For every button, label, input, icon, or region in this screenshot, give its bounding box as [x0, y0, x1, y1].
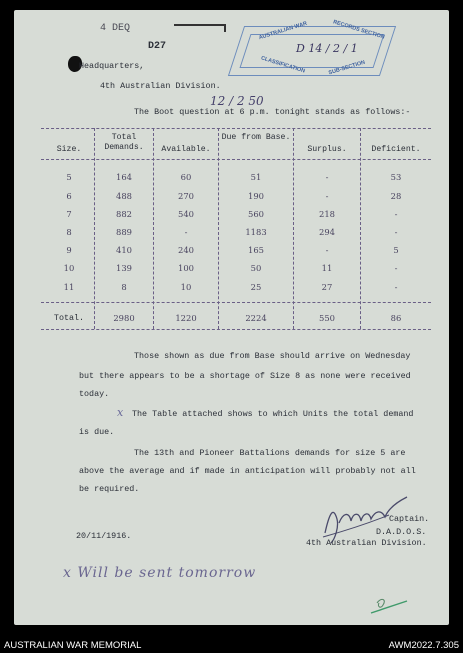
cell: 86	[390, 313, 402, 323]
intro-text: The Boot question at 6 p.m. tonight stands as follows:-	[134, 107, 411, 117]
cell: Total.	[53, 313, 85, 323]
cell: 218	[319, 209, 335, 219]
cell: -	[394, 282, 398, 292]
table-row	[14, 191, 449, 203]
cell: -	[325, 172, 329, 182]
para3-line2: above the average and if made in anticipation will probably not all	[79, 466, 416, 476]
cell: 165	[248, 245, 264, 255]
cell: -	[184, 227, 188, 237]
handwritten-note: x Will be sent tomorrow	[63, 565, 257, 581]
cell: 550	[319, 313, 335, 323]
table-row	[14, 227, 449, 239]
para3-line1: The 13th and Pioneer Battalions demands for size 5 are	[134, 448, 406, 458]
stamp-line-1: AUSTRALIAN WAR	[258, 20, 308, 42]
header-size: Size.	[56, 145, 82, 154]
cell: 5	[66, 172, 72, 182]
signature-division: 4th Australian Division.	[306, 538, 427, 548]
cell: -	[325, 245, 329, 255]
stamp-line-4: SUB-SECTION	[327, 59, 366, 77]
cell: 6	[66, 191, 72, 201]
handwritten-ref: 12 / 2 50	[210, 94, 264, 108]
document-page	[14, 10, 449, 625]
cell: 53	[390, 172, 402, 182]
top-dash-marks	[174, 24, 226, 32]
table-total-rule	[41, 302, 431, 303]
table-top-rule	[41, 128, 431, 129]
cell: 889	[116, 227, 132, 237]
top-code: 4 DEQ	[100, 23, 131, 34]
table-row	[14, 263, 449, 275]
table-bottom-rule	[41, 329, 431, 330]
cell: 51	[250, 172, 262, 182]
cell: 7	[66, 209, 72, 219]
stamp-line-3: CLASSIFICATION	[260, 55, 306, 75]
addressee-line-1: Headquarters,	[79, 61, 145, 71]
cell: -	[394, 209, 398, 219]
table-header-rule	[41, 159, 431, 160]
footer-left: AUSTRALIAN WAR MEMORIAL	[4, 640, 142, 651]
table-row	[14, 282, 449, 294]
cell: 294	[319, 227, 335, 237]
cell: 882	[116, 209, 132, 219]
cell: 139	[116, 263, 132, 273]
header-due-from-base: Due from Base.	[221, 133, 291, 142]
para1-line3: today.	[79, 389, 110, 399]
cell: 2980	[113, 313, 135, 323]
signature-rank: Captain.	[389, 514, 430, 524]
cell: 11	[321, 263, 333, 273]
cell: 8	[121, 282, 127, 292]
cell: -	[325, 191, 329, 201]
cell: 540	[178, 209, 194, 219]
cell: 1183	[245, 227, 267, 237]
cell: 10	[180, 282, 192, 292]
header-total-demands: Total Demands.	[104, 133, 144, 152]
cell: 25	[250, 282, 262, 292]
cell: 1220	[175, 313, 197, 323]
header-deficient: Deficient.	[371, 145, 421, 154]
cell: 27	[321, 282, 333, 292]
cell: 10	[63, 263, 75, 273]
para1-line2: but there appears to be a shortage of Size 8 as none were received	[79, 371, 411, 381]
cell: 410	[116, 245, 132, 255]
stamp-line-2: RECORDS SECTION	[332, 19, 386, 41]
cell: -	[394, 263, 398, 273]
para3-line3: be required.	[79, 484, 140, 494]
header-surplus: Surplus.	[307, 145, 347, 154]
para2-line2: is due.	[79, 427, 115, 437]
cell: 488	[116, 191, 132, 201]
footer-right: AWM2022.7.305	[388, 640, 459, 651]
table-row	[14, 245, 449, 257]
cell: 50	[250, 263, 262, 273]
cell: 240	[178, 245, 194, 255]
cell: 100	[178, 263, 194, 273]
signature-title: D.A.D.O.S.	[376, 527, 427, 537]
cell: 270	[178, 191, 194, 201]
reference-code: D27	[148, 41, 167, 52]
cell: 28	[390, 191, 402, 201]
green-mark	[369, 593, 409, 615]
header-available: Available.	[161, 145, 211, 154]
cell: 9	[66, 245, 72, 255]
cell: 190	[248, 191, 264, 201]
para1-line1: Those shown as due from Base should arrive on Wednesday	[134, 351, 411, 361]
table-total-row	[14, 313, 449, 325]
cell: -	[394, 227, 398, 237]
para2-mark: x	[117, 406, 124, 419]
addressee-line-2: 4th Australian Division.	[100, 81, 221, 91]
table-row	[14, 172, 449, 184]
signature-date: 20/11/1916.	[76, 531, 132, 541]
cell: 11	[63, 282, 75, 292]
cell: 2224	[245, 313, 267, 323]
cell: 60	[180, 172, 192, 182]
stamp-number: D 14 / 2 / 1	[296, 42, 358, 55]
cell: 5	[393, 245, 399, 255]
cell: 164	[116, 172, 132, 182]
para2-line1: The Table attached shows to which Units the total demand	[132, 409, 414, 419]
table-row	[14, 209, 449, 221]
cell: 560	[248, 209, 264, 219]
cell: 8	[66, 227, 72, 237]
